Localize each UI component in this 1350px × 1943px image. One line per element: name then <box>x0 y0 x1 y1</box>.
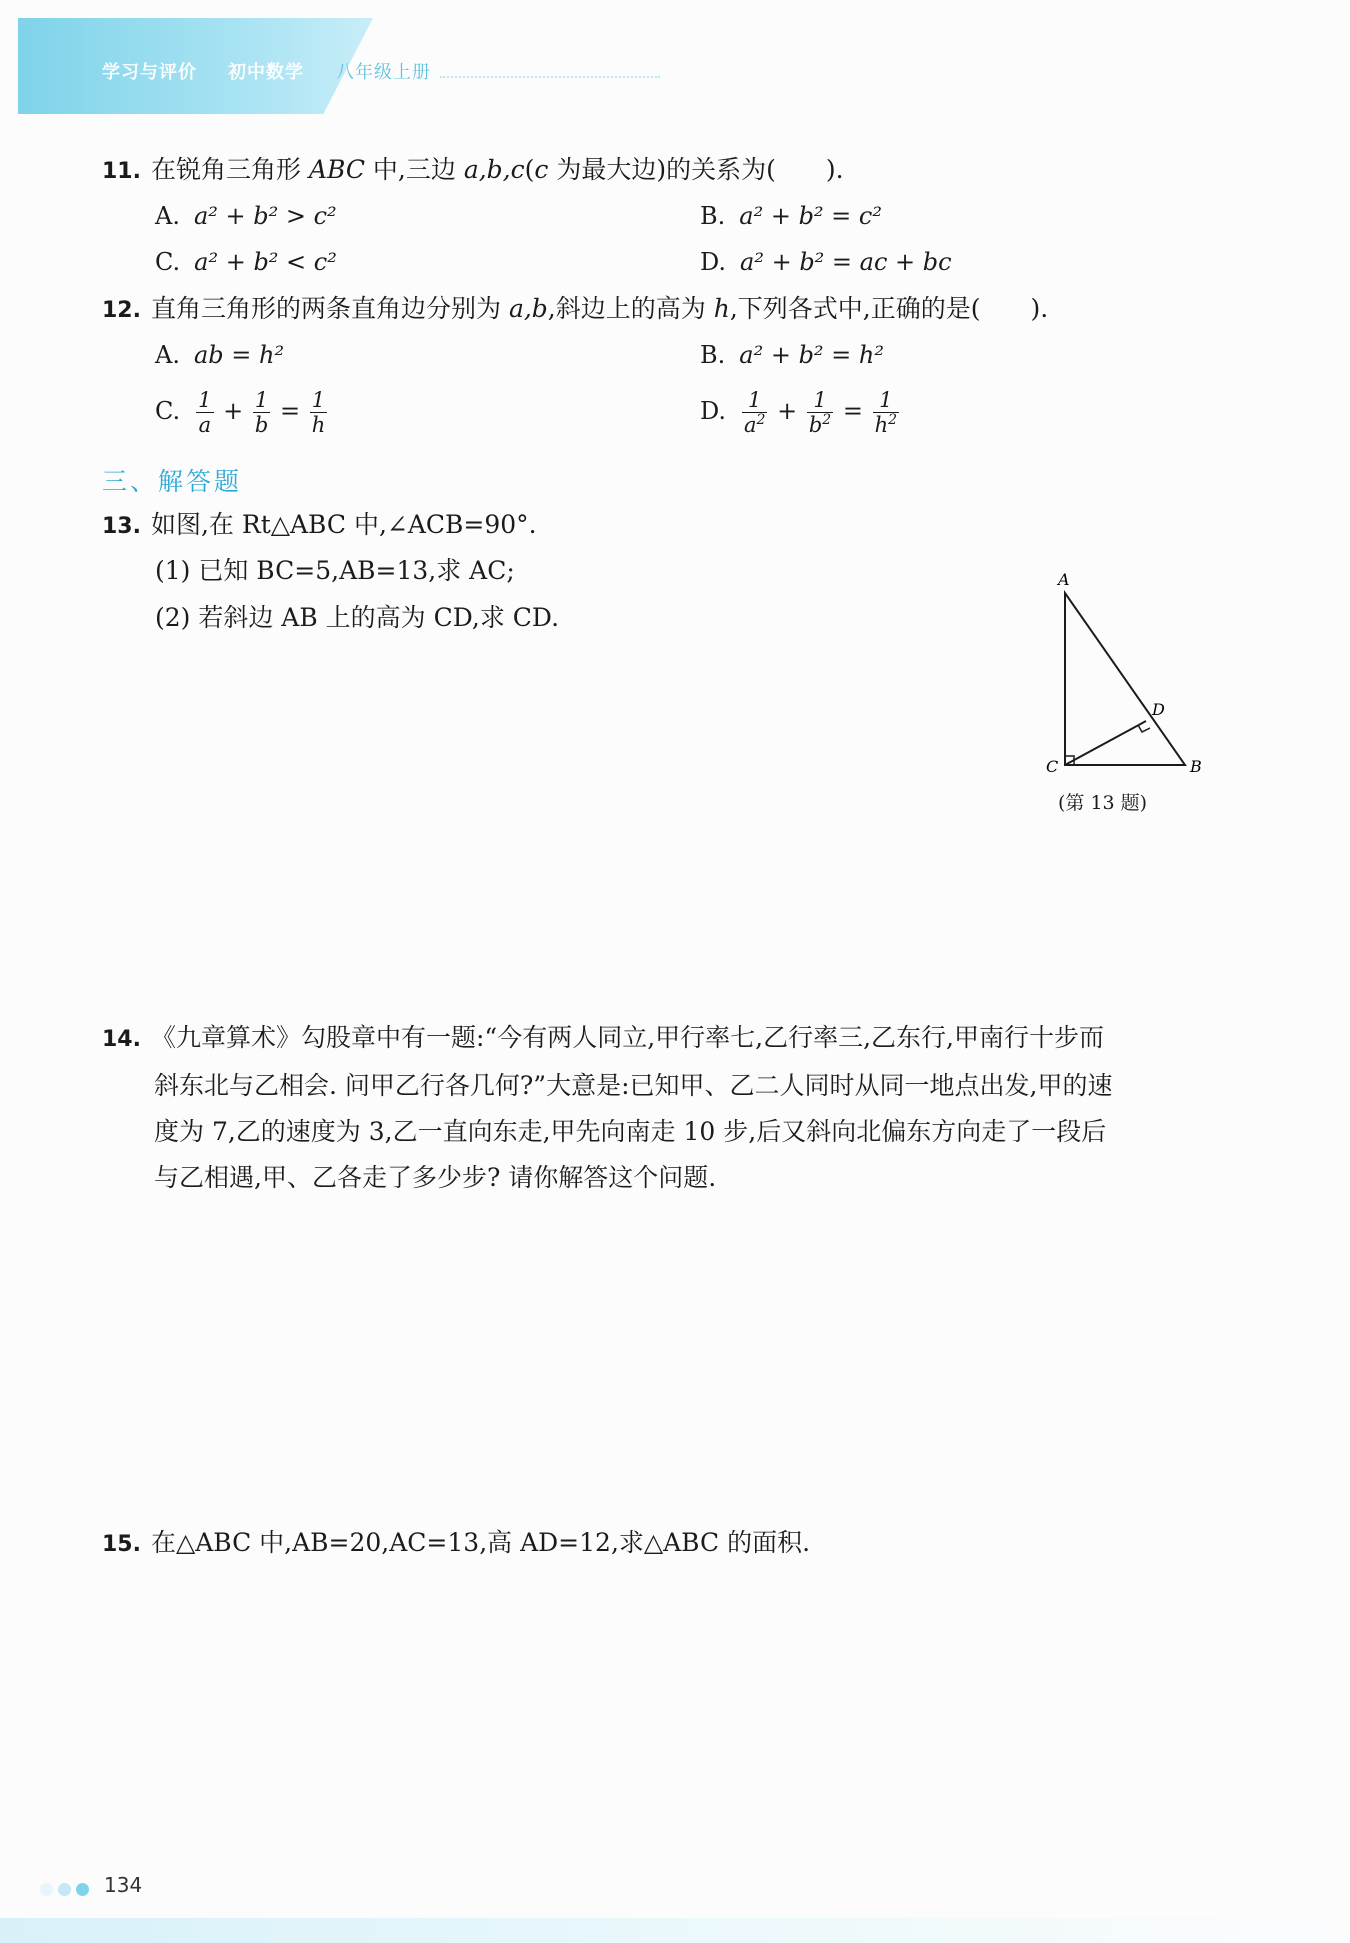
question-15: 15. 在△ABC 中,AB=20,AC=13,高 AD=12,求△ABC 的面积. <box>102 1528 811 1557</box>
header-series: 学习与评价 <box>102 62 197 83</box>
footer-band <box>0 1918 1350 1943</box>
header-grade: 八年级上册 <box>336 62 431 83</box>
triangle-figure <box>1030 565 1230 780</box>
label-d: D <box>1152 700 1165 719</box>
label-c: C <box>1046 757 1059 776</box>
header-subject: 初中数学 <box>228 62 304 83</box>
label-a: A <box>1058 570 1070 589</box>
question-number: 13. <box>102 514 141 539</box>
triangle-abc <box>1065 593 1185 765</box>
fraction-1-over-h: $\frac{1}{h}$ <box>311 388 326 437</box>
figure-caption: (第 13 题) <box>1058 792 1148 814</box>
question-number: 11. <box>102 159 141 184</box>
q12-option-d: D. $\frac{1}{a^2}$ + $\frac{1}{b^2}$ = $\frac{1}{h^2}$ <box>700 388 898 437</box>
fraction-1-over-a: $\frac{1}{a}$ <box>198 388 212 437</box>
q12-option-a: A. ab = h² <box>155 341 285 369</box>
label-b: B <box>1190 757 1202 776</box>
question-number: 15. <box>102 1532 141 1557</box>
altitude-cd <box>1065 721 1146 765</box>
question-number: 14. <box>102 1027 141 1052</box>
q11-option-b: B. a² + b² = c² <box>700 202 882 230</box>
fraction-1-over-b: $\frac{1}{b}$ <box>254 388 269 437</box>
question-13-part-2: (2) 若斜边 AB 上的高为 CD,求 CD. <box>155 603 560 632</box>
right-angle-mark-d <box>1138 725 1150 732</box>
fraction-1-over-a-squared: $\frac{1}{a^2}$ <box>744 388 766 437</box>
q11-option-d: D. a² + b² = ac + bc <box>700 248 952 276</box>
question-13-part-1: (1) 已知 BC=5,AB=13,求 AC; <box>155 556 515 585</box>
question-number: 12. <box>102 298 141 323</box>
question-12-stem: 12. 直角三角形的两条直角边分别为 a,b,斜边上的高为 h,下列各式中,正确的是( ). <box>102 294 1049 323</box>
question-14: 14. 《九章算术》勾股章中有一题:“今有两人同立,甲行率七,乙行率三,乙东行,甲南行十步而 斜东北与乙相会. 问甲乙行各几何?”大意是:已知甲、乙二人同时从同一地点出发,甲的速 度为 7,乙的速度为 3,乙一直向东走,甲先向南走 10 步,后又斜向北偏东方向走了一段后 与乙相遇,甲、乙各走了多少步? 请你解答这个问题. <box>102 1023 1113 1192</box>
q11-option-c: C. a² + b² < c² <box>155 248 337 276</box>
q12-option-c: C. $\frac{1}{a}$ + $\frac{1}{b}$ = $\frac{1}{h}$ <box>155 388 326 437</box>
q12-option-b: B. a² + b² = h² <box>700 341 884 369</box>
q11-option-a: A. a² + b² > c² <box>155 202 337 230</box>
page-number: 134 <box>104 1873 143 1897</box>
section-heading: 三、解答题 <box>102 467 243 496</box>
fraction-1-over-b-squared: $\frac{1}{b^2}$ <box>808 388 832 437</box>
fraction-1-over-h-squared: $\frac{1}{h^2}$ <box>874 388 898 437</box>
question-11-stem: 11. 在锐角三角形 ABC 中,三边 a,b,c(c 为最大边)的关系为( ). <box>102 155 844 184</box>
question-13-stem: 13. 如图,在 Rt△ABC 中,∠ACB=90°. <box>102 510 537 539</box>
header-divider <box>440 76 660 80</box>
